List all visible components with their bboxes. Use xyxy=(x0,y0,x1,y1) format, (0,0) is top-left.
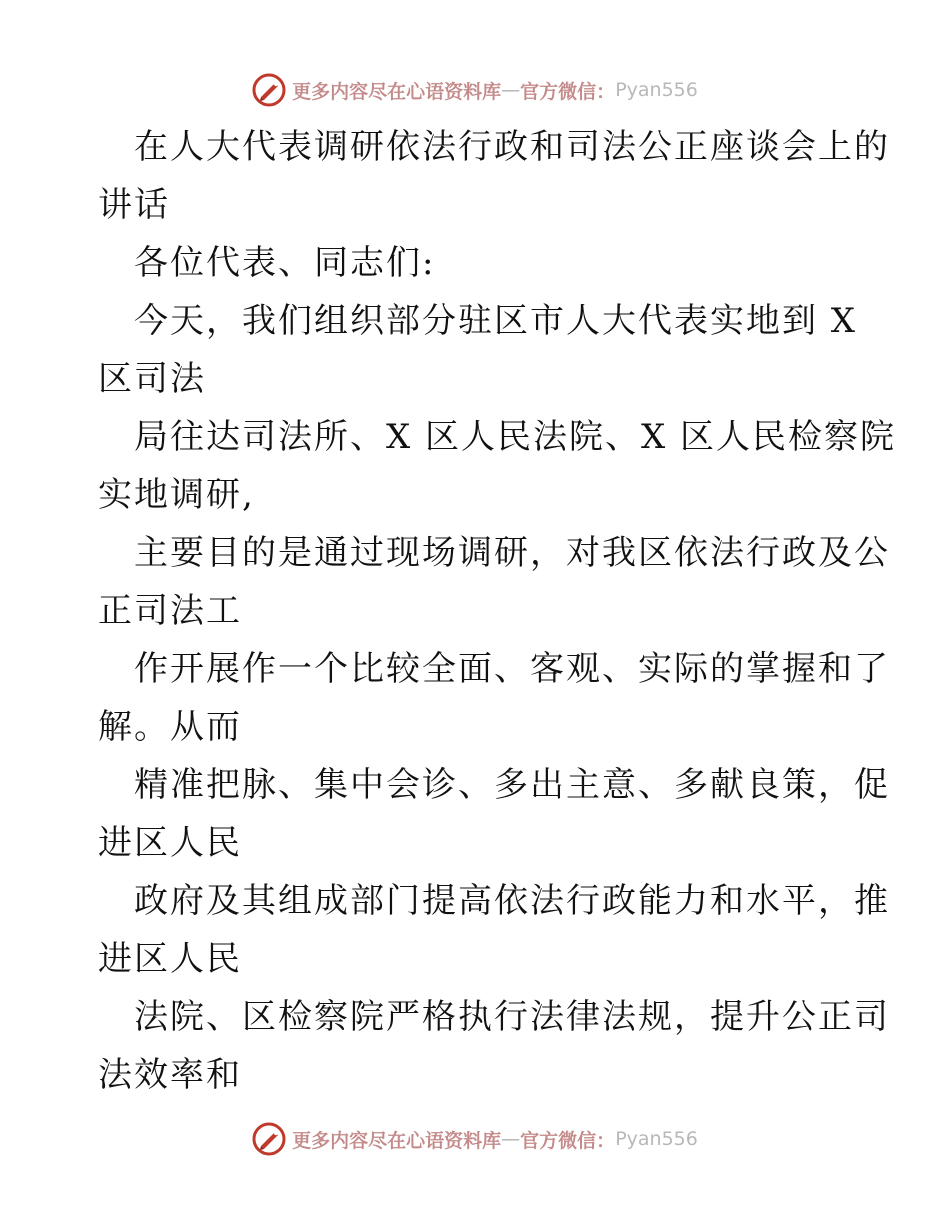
footer-watermark xyxy=(0,1119,950,1159)
watermark-separator: — xyxy=(501,79,521,101)
watermark-wechat-label: 官方微信： xyxy=(520,80,616,103)
salutation-line: 各位代表、同志们: xyxy=(134,243,436,283)
document-body xyxy=(98,118,897,1104)
body-line: 局往达司法所、X 区人民法院、X 区人民检察院 xyxy=(134,417,897,457)
watermark-wechat-id: Pyan556 xyxy=(615,1128,698,1150)
body-line: 主要目的是通过现场调研，对我区依法行政及公 xyxy=(134,533,890,573)
body-line: 进区人民 xyxy=(98,939,242,979)
quill-logo-icon xyxy=(252,1122,286,1156)
body-line: 今天，我们组织部分驻区市人大代表实地到 X xyxy=(134,301,858,341)
watermark-wechat-id: Pyan556 xyxy=(615,79,698,101)
watermark-brand-text: 更多内容尽在心语资料库 xyxy=(292,1129,502,1152)
body-line: 进区人民 xyxy=(98,823,242,863)
body-line: 作开展作一个比较全面、客观、实际的掌握和了 xyxy=(134,649,890,689)
body-line: 实地调研, xyxy=(98,475,255,515)
title-line: 讲话 xyxy=(98,185,170,225)
watermark-wechat-label: 官方微信： xyxy=(520,1129,616,1152)
body-line: 正司法工 xyxy=(98,591,242,631)
body-line: 解。从而 xyxy=(98,707,242,747)
body-line: 法院、区检察院严格执行法律法规，提升公正司 xyxy=(134,997,890,1037)
watermark-brand-text: 更多内容尽在心语资料库 xyxy=(292,80,502,103)
quill-logo-icon xyxy=(252,73,286,107)
body-line: 法效率和 xyxy=(98,1055,242,1095)
body-line: 区司法 xyxy=(98,359,206,399)
header-watermark xyxy=(0,70,950,110)
title-line: 在人大代表调研依法行政和司法公正座谈会上的 xyxy=(134,127,890,167)
watermark-separator: — xyxy=(501,1128,521,1150)
body-line: 精准把脉、集中会诊、多出主意、多献良策，促 xyxy=(134,765,890,805)
body-line: 政府及其组成部门提高依法行政能力和水平，推 xyxy=(134,881,890,921)
